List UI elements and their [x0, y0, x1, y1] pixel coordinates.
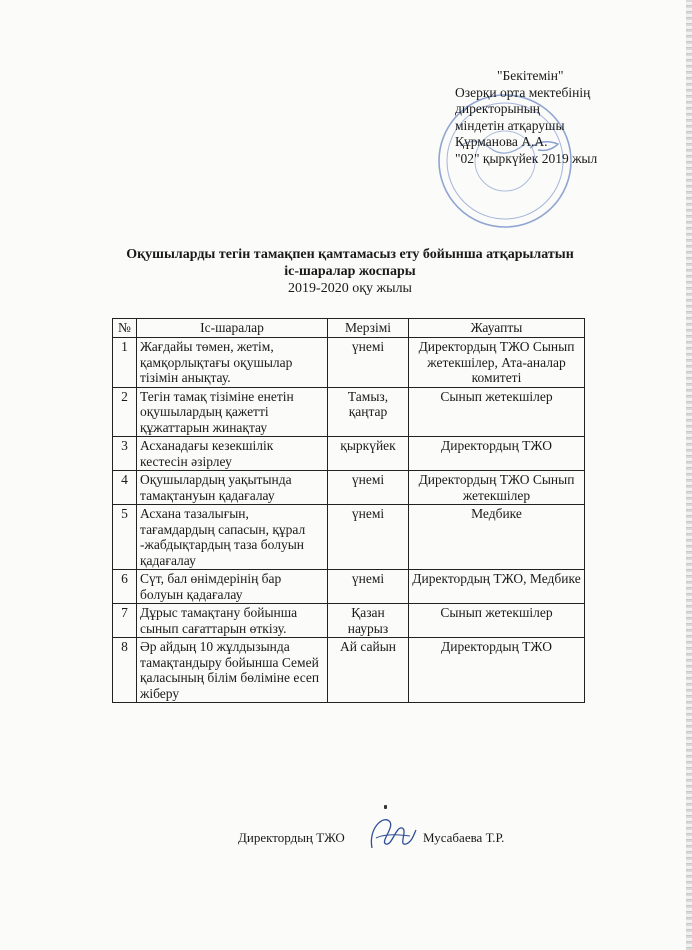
row-number: 6 [113, 570, 137, 604]
title-line-2: іс-шаралар жоспары [284, 264, 416, 279]
row-responsible: Директордың ТЖО Сынып жетекшілер [409, 471, 585, 505]
row-number: 1 [113, 338, 137, 388]
handwritten-signature [362, 808, 420, 856]
header-deadline: Мерзімі [328, 319, 409, 338]
row-deadline: үнемі [328, 471, 409, 505]
row-activity: Дұрыс тамақтану бойынша сынып сағаттарын өткізу. [137, 604, 328, 638]
activity-plan-table [112, 318, 585, 703]
table-row [113, 638, 585, 703]
row-activity: Сүт, бал өнімдерінің бар болуын қадағалау [137, 570, 328, 604]
row-activity: Асханадағы кезекшілік кестесін әзірлеу [137, 437, 328, 471]
table-row [113, 471, 585, 505]
row-activity: Оқушылардың уақытында тамақтануын қадағалау [137, 471, 328, 505]
approval-block [455, 68, 655, 167]
row-responsible: Директордың ТЖО [409, 638, 585, 703]
row-responsible: Директордың ТЖО Сынып жетекшілер, Ата-аналар комитеті [409, 338, 585, 388]
row-responsible: Медбике [409, 505, 585, 570]
header-activities: Іс-шаралар [137, 319, 328, 338]
row-activity: Жағдайы төмен, жетім, қамқорлықтағы оқушылар тізімін анықтау. [137, 338, 328, 388]
title-line-1: Оқушыларды тегін тамақпен қамтамасыз ету бойынша атқарылатын [126, 247, 574, 262]
approval-school: Озерқи орта мектебінің [455, 84, 591, 100]
approval-date: "02" қыркүйек 2019 жыл [455, 150, 598, 166]
row-deadline: қыркүйек [328, 437, 409, 471]
document-title [100, 246, 600, 297]
row-number: 5 [113, 505, 137, 570]
row-number: 7 [113, 604, 137, 638]
table-row [113, 570, 585, 604]
table-header-row [113, 319, 585, 338]
header-number: № [113, 319, 137, 338]
row-deadline: Тамыз, қаңтар [328, 387, 409, 437]
row-activity: Тегін тамақ тізіміне енетін оқушылардың қажетті құжаттарын жинақтау [137, 387, 328, 437]
row-number: 2 [113, 387, 137, 437]
approval-director: директорының [455, 101, 541, 116]
table-row [113, 437, 585, 471]
row-activity: Әр айдың 10 жұлдызында тамақтандыру бойынша Семей қаласының білім бөліміне есеп жіберу [137, 638, 328, 703]
row-deadline: үнемі [328, 505, 409, 570]
row-deadline: Қазан наурыз [328, 604, 409, 638]
signer-position: Директордың ТЖО [238, 830, 345, 845]
row-deadline: үнемі [328, 570, 409, 604]
approval-name: Құрманова А.А. [455, 134, 548, 149]
row-number: 8 [113, 638, 137, 703]
scan-edge [686, 0, 692, 950]
row-number: 4 [113, 471, 137, 505]
row-deadline: үнемі [328, 338, 409, 388]
row-responsible: Директордың ТЖО [409, 437, 585, 471]
row-number: 3 [113, 437, 137, 471]
table-row [113, 604, 585, 638]
row-responsible: Директордың ТЖО, Медбике [409, 570, 585, 604]
row-responsible: Сынып жетекшілер [409, 604, 585, 638]
title-academic-year: 2019-2020 оқу жылы [288, 281, 412, 296]
row-deadline: Ай сайын [328, 638, 409, 703]
table-row [113, 338, 585, 388]
row-activity: Асхана тазалығын, тағамдардың сапасын, құрал -жабдықтардың таза болуын қадағалау [137, 505, 328, 570]
signer-name: Мусабаева Т.Р. [423, 830, 505, 845]
approval-acting: міндетін атқарушы [455, 117, 565, 133]
table-row [113, 505, 585, 570]
header-responsible: Жауапты [409, 319, 585, 338]
row-responsible: Сынып жетекшілер [409, 387, 585, 437]
approval-heading: "Бекітемін" [497, 68, 564, 83]
table-row [113, 387, 585, 437]
